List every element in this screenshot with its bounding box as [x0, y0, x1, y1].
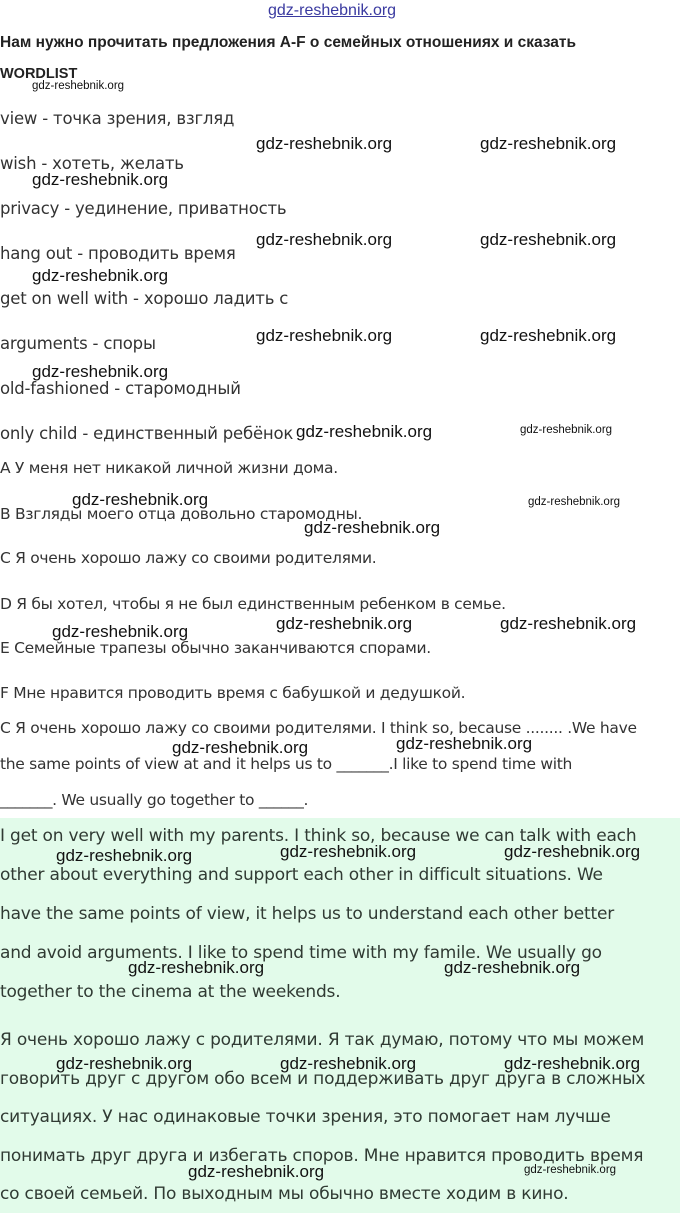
- watermark: gdz-reshebnik.org: [520, 424, 613, 436]
- watermark: gdz-reshebnik.org: [32, 266, 169, 285]
- watermark: gdz-reshebnik.org: [276, 614, 413, 633]
- task-line: the same points of view at and it helps us to _______.I like to spend time with: [0, 755, 573, 773]
- watermark: gdz-reshebnik.org: [480, 134, 617, 153]
- site-link[interactable]: gdz-reshebnik.org: [268, 2, 397, 19]
- sentence-c: C Я очень хорошо лажу со своими родителями.: [0, 549, 377, 567]
- answer-ru-line: Я очень хорошо лажу с родителями. Я так думаю, потому что мы можем: [0, 1030, 645, 1050]
- sentence-b: B Взгляды моего отца довольно старомодны.: [0, 505, 363, 523]
- watermark: gdz-reshebnik.org: [396, 734, 533, 753]
- task-line: C Я очень хорошо лажу со своими родителями. I think so, because ........ .We have: [0, 719, 637, 737]
- sentence-d: D Я бы хотел, чтобы я не был единственным ребенком в семье.: [0, 595, 506, 613]
- page-heading: Нам нужно прочитать предложения А-F о семейных отношениях и сказать: [0, 34, 577, 51]
- watermark: gdz-reshebnik.org: [256, 134, 393, 153]
- watermark: gdz-reshebnik.org: [56, 846, 193, 865]
- watermark: gdz-reshebnik.org: [56, 1054, 193, 1073]
- watermark: gdz-reshebnik.org: [444, 958, 581, 977]
- answer-ru-line: говорить друг с другом обо всем и поддерживать друг друга в сложных: [0, 1069, 646, 1089]
- wordlist-item: view - точка зрения, взгляд: [0, 109, 235, 128]
- wordlist-item: hang out - проводить время: [0, 244, 236, 263]
- watermark: gdz-reshebnik.org: [52, 622, 189, 641]
- watermark: gdz-reshebnik.org: [256, 230, 393, 249]
- sentence-a: A У меня нет никакой личной жизни дома.: [0, 459, 338, 477]
- wordlist-item: privacy - уединение, приватность: [0, 199, 287, 218]
- watermark: gdz-reshebnik.org: [480, 326, 617, 345]
- sentence-f: F Мне нравится проводить время с бабушкой и дедушкой.: [0, 684, 466, 702]
- answer-en-line: together to the cinema at the weekends.: [0, 982, 341, 1002]
- answer-en-line: other about everything and support each other in difficult situations. We: [0, 865, 603, 885]
- answer-en-line: and avoid arguments. I like to spend time with my famile. We usually go: [0, 943, 602, 963]
- answer-ru-line: понимать друг друга и избегать споров. Мне нравится проводить время: [0, 1146, 644, 1166]
- answer-en-line: I get on very well with my parents. I think so, because we can talk with each: [0, 826, 637, 846]
- watermark: gdz-reshebnik.org: [280, 1054, 417, 1073]
- watermark: gdz-reshebnik.org: [32, 362, 169, 381]
- watermark: gdz-reshebnik.org: [280, 842, 417, 861]
- watermark: gdz-reshebnik.org: [32, 80, 125, 92]
- answer-en-line: have the same points of view, it helps us to understand each other better: [0, 904, 615, 924]
- task-line: _______. We usually go together to ______.: [0, 791, 309, 809]
- watermark: gdz-reshebnik.org: [72, 490, 209, 509]
- watermark: gdz-reshebnik.org: [296, 422, 433, 441]
- wordlist-item: only child - единственный ребёнок: [0, 424, 294, 443]
- watermark: gdz-reshebnik.org: [256, 326, 393, 345]
- wordlist-item: arguments - споры: [0, 334, 156, 353]
- watermark: gdz-reshebnik.org: [480, 230, 617, 249]
- watermark: gdz-reshebnik.org: [528, 496, 621, 508]
- watermark: gdz-reshebnik.org: [524, 1164, 617, 1176]
- wordlist-title: WORDLIST: [0, 66, 78, 82]
- sentence-e: E Семейные трапезы обычно заканчиваются спорами.: [0, 639, 431, 657]
- watermark: gdz-reshebnik.org: [304, 518, 441, 537]
- answer-ru-line: со своей семьей. По выходным мы обычно вместе ходим в кино.: [0, 1184, 569, 1204]
- watermark: gdz-reshebnik.org: [500, 614, 637, 633]
- wordlist-item: get on well with - хорошо ладить с: [0, 289, 289, 308]
- wordlist-item: old-fashioned - старомодный: [0, 379, 241, 398]
- watermark: gdz-reshebnik.org: [32, 170, 169, 189]
- watermark: gdz-reshebnik.org: [172, 738, 309, 757]
- watermark: gdz-reshebnik.org: [504, 1054, 641, 1073]
- wordlist-item: wish - хотеть, желать: [0, 154, 184, 173]
- watermark: gdz-reshebnik.org: [128, 958, 265, 977]
- watermark: gdz-reshebnik.org: [504, 842, 641, 861]
- answer-ru-line: ситуациях. У нас одинаковые точки зрения, это помогает нам лучше: [0, 1107, 611, 1127]
- watermark: gdz-reshebnik.org: [188, 1162, 325, 1181]
